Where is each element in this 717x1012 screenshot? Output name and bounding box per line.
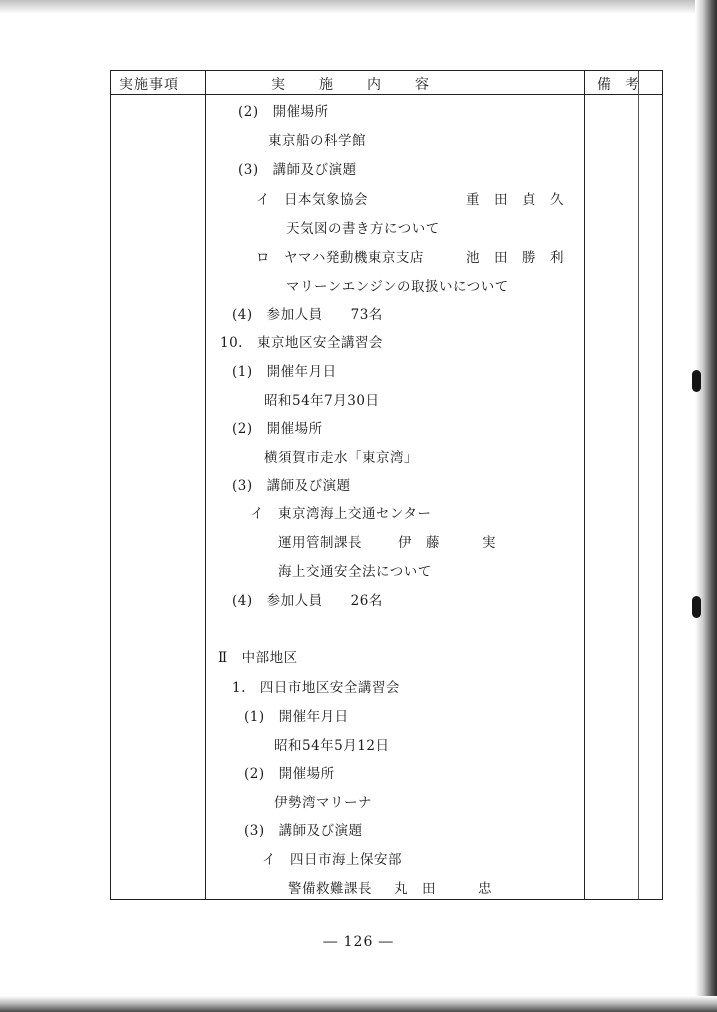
content-line: ロ ヤマハ発動機東京支店 xyxy=(256,250,424,266)
header-content-column: 実施内容 xyxy=(271,77,463,93)
page-top-shadow xyxy=(0,0,717,14)
binder-hole-mark xyxy=(692,596,701,618)
content-line: (1) 開催年月日 xyxy=(232,364,337,380)
content-line: 東京船の科学館 xyxy=(268,133,366,149)
content-line: (2) 開催場所 xyxy=(232,421,323,437)
header-item-column: 実施事項 xyxy=(119,77,179,93)
column-divider xyxy=(205,71,206,899)
binder-hole-mark xyxy=(692,370,701,392)
content-line: (4) 参加人員 73名 xyxy=(232,307,383,323)
content-line: 運用管制課長 xyxy=(278,535,362,551)
section-heading: Ⅱ 中部地区 xyxy=(218,650,298,666)
content-line: (3) 講師及び演題 xyxy=(232,478,351,494)
lecturer-name: 丸 田 忠 xyxy=(394,881,492,897)
content-line: 横須賀市走水「東京湾」 xyxy=(264,450,418,466)
content-line: 伊勢湾マリーナ xyxy=(274,795,372,811)
page-bottom-shadow xyxy=(0,996,717,1012)
column-divider xyxy=(584,71,585,899)
content-line: イ 日本気象協会 xyxy=(256,192,368,208)
content-line: イ 四日市海上保安部 xyxy=(262,852,402,868)
header-notes-column: 備考 xyxy=(597,77,653,93)
content-line: 天気図の書き方について xyxy=(286,221,440,237)
content-line: (3) 講師及び演題 xyxy=(238,162,357,178)
content-line: 警備救難課長 xyxy=(288,881,372,897)
lecturer-name: 池 田 勝 利 xyxy=(466,250,564,266)
content-line: 昭和54年5月12日 xyxy=(274,738,390,754)
lecturer-name: 重 田 貞 久 xyxy=(466,192,564,208)
content-line: イ 東京湾海上交通センター xyxy=(250,506,432,522)
column-divider xyxy=(638,71,639,899)
lecturer-name: 伊 藤 実 xyxy=(398,535,496,551)
content-line: (2) 開催場所 xyxy=(238,104,329,120)
page-edge-shadow xyxy=(695,0,717,1012)
report-table xyxy=(110,70,663,900)
section-heading: 10. 東京地区安全講習会 xyxy=(220,335,383,351)
content-line: マリーンエンジンの取扱いについて xyxy=(286,279,509,295)
page-number: ― 126 ― xyxy=(323,934,394,950)
content-line: 海上交通安全法について xyxy=(278,564,432,580)
content-line: (2) 開催場所 xyxy=(244,766,335,782)
content-line: (4) 参加人員 26名 xyxy=(232,593,383,609)
content-line: (3) 講師及び演題 xyxy=(244,823,363,839)
table-header-row xyxy=(111,71,662,95)
section-heading: 1. 四日市地区安全講習会 xyxy=(232,680,400,696)
content-line: 昭和54年7月30日 xyxy=(264,393,380,409)
content-line: (1) 開催年月日 xyxy=(244,709,349,725)
